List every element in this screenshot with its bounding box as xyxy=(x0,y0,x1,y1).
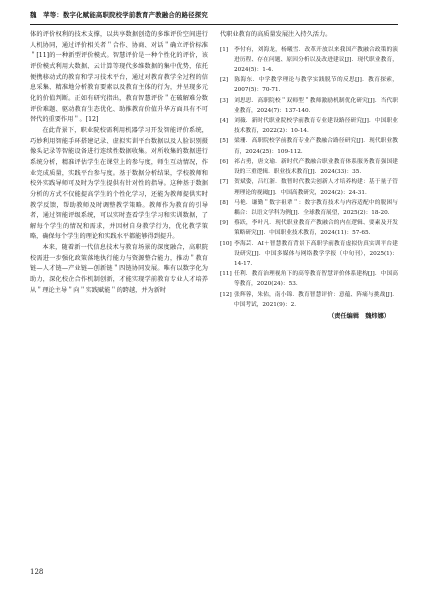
right-column xyxy=(220,30,398,510)
reference-item: [7] 贺斌姿，吕红浙．数智时代教尖创新人才培养构建：基于量子管理理论的视阈[J]．中国高教研究，2024(2)：24-31. xyxy=(220,179,398,196)
body-paragraph-1: 体的评价权利的技术支撑，以共享数据创造的多维评价空间进行人机协同，通过评价相关者＂合作、协商、对话＂确立评价标准＂[11]的一种新型评价模式。智慧评价是一种个性化的评价，该评价模式利用大数据、云计算等现代多维数据的集中优势，依托便携移动式的教育和学习技术平台，通过对教育教学全过程的信息采集、精准地分析教育要素以及教育主体的行为，并呈现多元化的价值判断。正如有研究指出，教育智慧评价＂在破解难分数评价难题、驱动教育生态优化、助推教育价值升华方面具有不可替代的重要作用＂。[12] xyxy=(30,31,208,124)
left-column xyxy=(30,30,208,510)
body-paragraph-2: 在此背景下，职业院校需利用机器学习开发智能评价系统，巧妙利用智能手环搭建记录、虚拟实训平台数据以及人脸识别摄像头记录等智能设备进行连续性数据收集。对所收集的数据进行系统分析，精准评估学生在课堂上的参与度，师生互动情况，作业完成质量，实践平台参与度。基于数据分析结果，学校教师和校外实践导师可及时为学生提供有针对性的指导。这种基于数据分析的方式不仅能提高学生的个性化学习，还能为教师提供实时教学反馈，帮助教师及时调整教学策略。教师作为教育的引导者，通过智能评级系统，可以实时查看学生学习和实训数据，了解每个学生的情况和需求，并因材自身教学行为，优化教学策略，确保每个学生的理论和实践水平都能够得到提升。 xyxy=(30,126,208,241)
reference-item: [5] 梁珊．高职院校学前教育专业产教融合路径研究[J]．现代职业教育，2024(25)：109-112. xyxy=(220,138,398,155)
reference-item: [11] 任利．教育治理视角下的高等教育智慧评价体系建构[J]．中国高等教育，2020(24)：53. xyxy=(220,271,398,288)
running-header: 魏 苹等：数字化赋能高职院校学前教育产教融合的路径探究 xyxy=(30,11,208,19)
reference-list xyxy=(220,45,398,310)
responsible-editor: （责任编辑 魏炜娜） xyxy=(328,312,390,320)
reference-item: [10] 李海芸．AI＋智慧教育背景下高职学前教育虚拟仿真实训平台建设研究[J]．中国多媒体与网络教学学报（中旬刊），2025(1)：14-17. xyxy=(220,240,398,267)
body-paragraph-3: 本来，随着新一代信息技术与教育场景的深度融合，高职院校需进一步强化政策落地执行能力与资源整合能力，推动＂教育链—人才链—产业链—创新链＂四链协同发展。唯有以数字化为助力，深化校企合作机制创新，才能实现学前教育专业人才培养从＂理论主导＂向＂实践赋能＂的跨越，并为新时 xyxy=(30,244,208,294)
reference-item: [2] 陈海东．中学教学理论与教学实践脱节的反思[J]．教育探索，2007(5)：70-71. xyxy=(220,77,398,94)
reference-item: [1] 李付有，刘海龙，杨曦雪．改革开放以来我国产教融合政策的演进历程、存在问题、原因分析以及改进建议[J]．现代职业教育，2024(5)：1-4. xyxy=(220,46,398,74)
reference-item: [9] 蔡跃，李叶凡．现代职业教育产教融合的内在逻辑、要素及开发策略研究[J]．中国职业技术教育，2024(11)：57-65. xyxy=(220,220,398,237)
reference-item: [8] 马艳．谦勤＂数字祖辈＂：数字教育技术与内容适配中的脱困与耦合：以语文学科为例[J]．全球教育展望，2025(2)：18-20. xyxy=(220,199,398,216)
reference-item: [4] 刘薇．新时代职业院校学前教育专业建设路径研究[J]．中国职业技术教育，2022(2)：10-14. xyxy=(220,118,398,135)
reference-item: [6] 祁占勇，唐文瑜．新时代产教融合职业教育体系服务教育强国建设的三重逻辑．职业技术教育[J]．2024(33)：35. xyxy=(220,158,398,176)
body-paragraph-continued: 代职业教育的高质量发展注入持久活力。 xyxy=(220,31,332,38)
reference-item: [3] 刘思思．高职院校＂双师型＂教师激励机制优化研究[J]．当代职业教育，2024(7)：137-140. xyxy=(220,97,398,114)
header-rule xyxy=(30,24,398,25)
page-number: 128 xyxy=(30,568,44,576)
reference-item: [12] 张辉蓉，朱佑，南小锦．教育智慧评价：意蕴、阵痛与挑战[J]．中国考试，2021(9)：2. xyxy=(220,291,398,308)
